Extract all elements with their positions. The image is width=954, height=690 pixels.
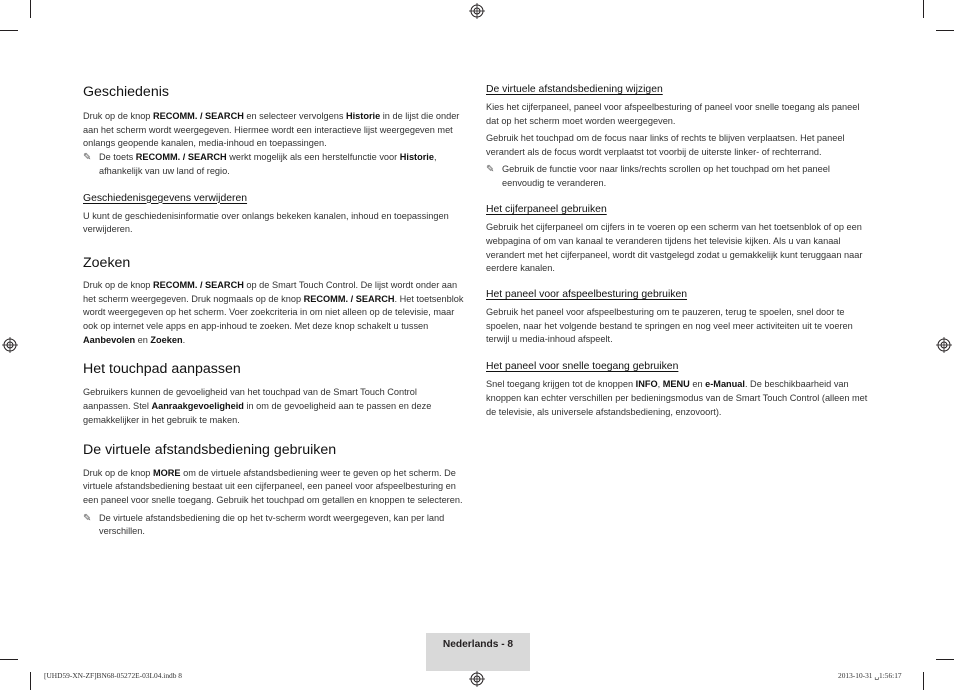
history-paragraph: Druk op de knop RECOMM. / SEARCH en selecteer vervolgens Historie in de lijst die onder aan het scherm wordt weergegeven. Hiermee wordt een interactieve lijst weergegeven met onlangs geopende kanalen, media-inhoud en toepassingen. — [83, 111, 460, 149]
touchpad-paragraph: Gebruikers kunnen de gevoeligheid van het touchpad van de Smart Touch Control aanpassen. Stel Aanraakgevoeligheid in om de gevoeligheid aan te passen en deze gemakkelijker in het gebruik te maken. — [83, 387, 432, 425]
print-date-info: 2013-10-31 ␣1:56:17 — [838, 671, 902, 680]
note-pencil-icon: ✎ — [83, 152, 92, 164]
registration-mark-icon — [469, 3, 485, 19]
left-column — [83, 78, 465, 539]
number-panel-paragraph: Gebruik het cijferpaneel om cijfers in te voeren op een scherm van het toetsenblok of op een webpagina of om van kanaal te veranderen tijdens het televisie kijken. Als u van kanaal verandert met het cijferpaneel, wordt dit vastgelegd zodat u gemakkelijk kunt teruggaan naar eerdere kanalen. — [486, 222, 863, 274]
playback-panel-paragraph: Gebruik het paneel voor afspeelbesturing om te pauzeren, terug te spoelen, snel door te spoelen, naar het volgende bestand te springen en nog veel meer activiteiten uit te voeren terwijl u media-inhoud afspeelt. — [486, 307, 853, 345]
section-heading-touchpad: Het touchpad aanpassen — [83, 361, 241, 378]
sub-heading-history-delete: Geschiedenisgegevens verwijderen — [83, 192, 248, 204]
section-heading-virtual-remote: De virtuele afstandsbediening gebruiken — [83, 441, 337, 458]
registration-mark-icon — [2, 337, 18, 353]
crop-mark — [936, 659, 954, 660]
right-column — [486, 78, 870, 419]
change-remote-paragraph-2: Gebruik het touchpad om de focus naar links of rechts te blijven verplaatsen. Het paneel verandert als de focus wordt verplaatst tot voorbij de uiterste linker- of rechterrand. — [486, 133, 845, 158]
sub-heading-change-remote: De virtuele afstandsbediening wijzigen — [486, 84, 663, 95]
quick-panel-paragraph: Snel toegang krijgen tot de knoppen INFO, MENU en e-Manual. De beschikbaarheid van knoppen kan echter verschillen per bedieningsmodus van de Smart Touch Control (alleen met de televisie, als universele afstandsbediening, enzovoort). — [486, 379, 868, 417]
crop-mark — [30, 672, 31, 690]
registration-mark-icon — [469, 671, 485, 687]
registration-mark-icon — [936, 337, 952, 353]
virtual-remote-note: ✎ De virtuele afstandsbediening die op het tv-scherm wordt weergegeven, kan per land verschillen. — [83, 512, 445, 537]
crop-mark — [0, 30, 18, 31]
virtual-remote-paragraph: Druk op de knop MORE om de virtuele afstandsbediening weer te geven op het scherm. De virtuele afstandsbediening bestaat uit een cijferpaneel, een paneel voor afspeelbesturing en een paneel voor snelle toegang. Gebruik het touchpad om getallen en knoppen te selecteren. — [83, 467, 463, 505]
history-delete-paragraph: U kunt de geschiedenisinformatie over onlangs bekeken kanalen, inhoud en toepassingen verwijderen. — [83, 210, 449, 235]
note-pencil-icon: ✎ — [486, 163, 495, 175]
history-note: ✎ De toets RECOMM. / SEARCH werkt mogelijk als een herstelfunctie voor Historie, afhankelijk van uw land of regio. — [83, 152, 437, 176]
sub-heading-playback-panel: Het paneel voor afspeelbesturing gebruiken — [486, 289, 688, 301]
section-heading-history: Geschiedenis — [83, 84, 169, 100]
crop-mark — [0, 659, 18, 660]
print-file-info: [UHD59-XN-ZF]BN68-05272E-03L04.indb 8 — [44, 671, 182, 680]
note-pencil-icon: ✎ — [83, 512, 92, 524]
sub-heading-quick-panel: Het paneel voor snelle toegang gebruiken — [486, 361, 679, 373]
crop-mark — [923, 0, 924, 18]
crop-mark — [30, 0, 31, 18]
page-number-label: Nederlands - 8 — [442, 639, 514, 650]
change-remote-paragraph-1: Kies het cijferpaneel, paneel voor afspeelbesturing of paneel voor snelle toegang als paneel dat op het scherm moet worden weergegeven. — [486, 102, 860, 126]
section-heading-search: Zoeken — [83, 254, 131, 271]
sub-heading-number-panel: Het cijferpaneel gebruiken — [486, 204, 607, 216]
change-remote-note: ✎ Gebruik de functie voor naar links/rechts scrollen op het touchpad om het paneel eenvoudig te veranderen. — [486, 163, 830, 188]
crop-mark — [936, 30, 954, 31]
crop-mark — [923, 672, 924, 690]
search-paragraph: Druk op de knop RECOMM. / SEARCH op de Smart Touch Control. De lijst wordt onder aan het scherm weergegeven. Druk nogmaals op de knop RECOMM. / SEARCH. Het toetsenblok wordt weergegeven op het scherm. Voer zoekcriteria in om niet alleen op de televisie, maar ook op internet vele apps en app-inhoud te zoeken. Met deze knop schakelt u tussen Aanbevolen en Zoeken. — [83, 279, 464, 345]
